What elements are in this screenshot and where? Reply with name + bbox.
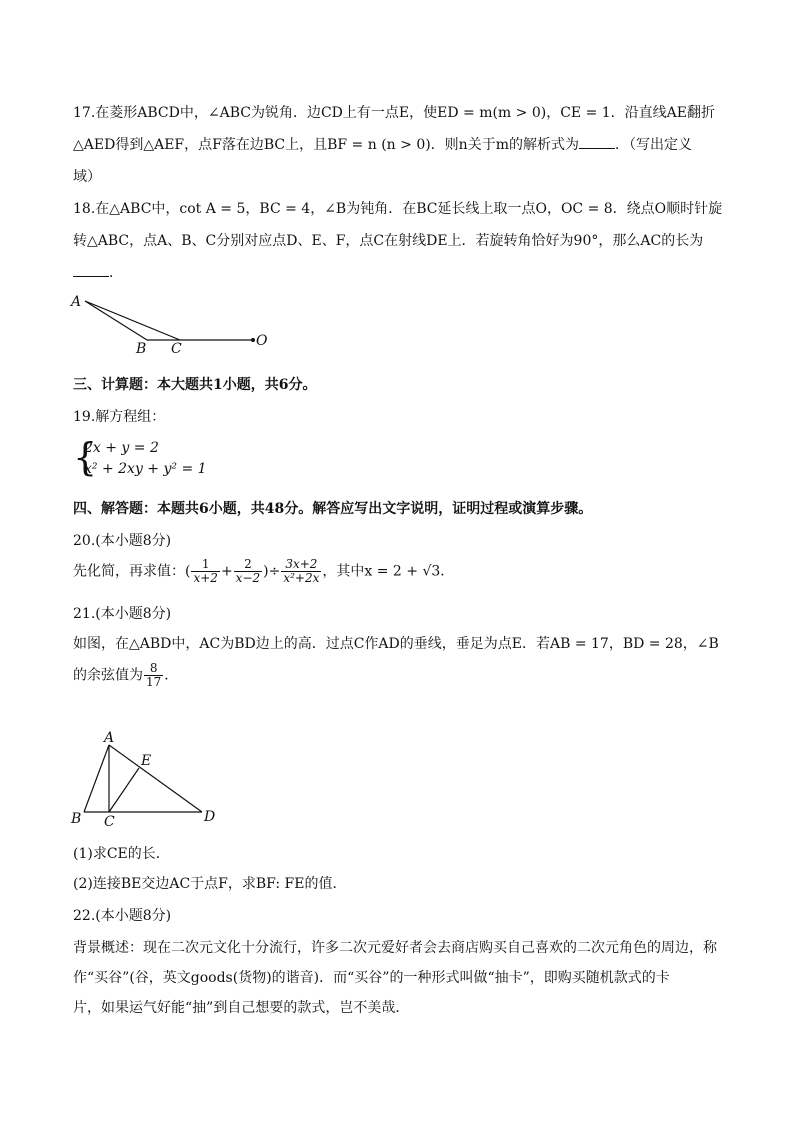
fraction-3-num: 3x+2 <box>281 558 321 572</box>
fraction-2 <box>234 558 262 585</box>
equation-1: 2x + y = 2 <box>84 440 159 456</box>
label-o: O <box>256 333 268 349</box>
q18-figure <box>65 290 280 358</box>
fraction-1 <box>191 558 219 585</box>
q17-line-2 <box>73 134 692 154</box>
plus-sign: + <box>220 563 233 580</box>
equation-2: x² + 2xy + y² = 1 <box>84 461 207 477</box>
segment-ac <box>85 301 180 340</box>
q21-line-2-pre: 的余弦值为 <box>73 667 143 684</box>
cosine-den: 17 <box>146 675 162 689</box>
q17-line-2-tail: ．（写出定义 <box>614 137 692 153</box>
q21-title: 21.(本小题8分) <box>73 606 172 622</box>
q20-expression <box>73 558 454 585</box>
q22-title: 22.(本小题8分) <box>73 908 172 924</box>
q18-line-1: 18.在△ABC中，cot A = 5，BC = 4，∠B为钝角．在BC延长线上取一点O，OC = 8．绕点O顺时针旋 <box>73 201 723 217</box>
fraction-1-den: x+2 <box>193 571 218 585</box>
q20-title: 20.(本小题8分) <box>73 533 172 549</box>
fraction-1-num: 1 <box>191 558 219 572</box>
q17-line-1: 17.在菱形ABCD中，∠ABC为锐角．边CD上有一点E，使ED = m(m > 0)，CE = 1．沿直线AE翻折 <box>73 105 716 121</box>
q17-line-3: 域） <box>73 169 101 185</box>
q21-figure <box>66 730 226 830</box>
q19-title: 19.解方程组： <box>73 409 166 425</box>
fraction-3-den: x²+2x <box>283 571 320 585</box>
label-e: E <box>141 753 152 769</box>
cosine-num: 8 <box>144 662 163 676</box>
fraction-2-den: x−2 <box>235 571 261 585</box>
label-a: A <box>71 294 82 310</box>
answer-blank <box>73 264 109 277</box>
label-d: D <box>204 809 216 825</box>
q18-line-3-tail: ． <box>109 265 123 281</box>
q17-line-2-text: △AED得到△AEF，点F落在边BC上，且BF = n (n > 0)．则n关于m的解析式为 <box>73 137 579 153</box>
q18-line-2: 转△ABC，点A、B、C分别对应点D、E、F，点C在射线DE上．若旋转角恰好为90°，那么AC的长为 <box>73 233 704 249</box>
segment-ab <box>85 301 147 340</box>
section-3-heading: 三、计算题：本大题共1小题，共6分。 <box>73 377 317 393</box>
label-a: A <box>104 730 115 746</box>
label-b: B <box>71 811 82 827</box>
q22-line-3: 片，如果运气好能“抽”到自己想要的款式，岂不美哉． <box>73 1000 410 1016</box>
q21-part-1: (1)求CE的长． <box>73 846 170 862</box>
q21-line-2-post: ． <box>164 667 179 684</box>
label-c: C <box>171 341 182 357</box>
q20-text-pre: 先化简，再求值：( <box>73 563 191 580</box>
fraction-2-num: 2 <box>234 558 262 572</box>
q21-line-1: 如图，在△ABD中，AC为BD边上的高．过点C作AD的垂线，垂足为点E．若AB = 17，BD = 28，∠B <box>73 636 719 652</box>
label-b: B <box>136 341 147 357</box>
q22-line-2: 作“买谷”(谷，英文goods(货物)的谐音)．而“买谷”的一种形式叫做“抽卡”，即购买随机款式的卡 <box>73 970 670 986</box>
q18-line-3 <box>73 262 123 282</box>
fraction-3 <box>281 558 321 585</box>
section-4-heading: 四、解答题：本题共6小题，共48分。解答应写出文字说明，证明过程或演算步骤。 <box>73 501 593 517</box>
q22-line-1: 背景概述：现在二次元文化十分流行，许多二次元爱好者会去商店购买自己喜欢的二次元角色的周边，称 <box>73 940 717 956</box>
q20-text-post: ，其中x = 2 + √3． <box>322 563 455 580</box>
brace-symbol: { <box>73 435 98 479</box>
segment-ce <box>109 768 139 812</box>
q21-line-2 <box>73 662 178 689</box>
segment-ab <box>84 745 109 812</box>
answer-blank <box>579 136 615 149</box>
point-o <box>251 338 255 342</box>
cosine-fraction <box>144 662 163 689</box>
divide-sign: )÷ <box>263 563 281 580</box>
label-c: C <box>104 814 115 830</box>
segment-ad <box>109 745 202 812</box>
q21-part-2: (2)连接BE交边AC于点F，求BF: FE的值． <box>73 876 347 892</box>
